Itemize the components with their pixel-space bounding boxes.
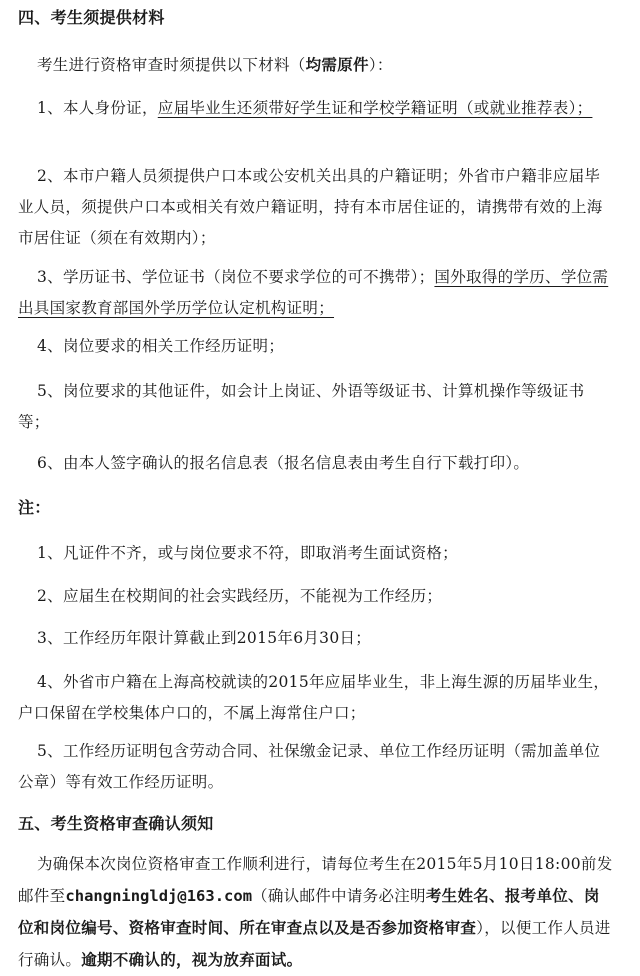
material-item-2: 2、本市户籍人员须提供户口本或公安机关出具的户籍证明；外省市户籍非应届毕业人员，须提供户口本或相关有效户籍证明，持有本市居住证的，请携带有效的上海市居住证（须在有效期内）； [18,167,603,247]
section-4-intro [18,49,614,81]
note-item-1: 1、凡证件不齐，或与岗位要求不符，即取消考生面试资格； [37,544,458,562]
material-item-3-underlined: 国外取得的学历、学位需出具国家教育部国外学历学位认定机构证明； [18,268,609,317]
confirm-required-fields: 考生姓名、报考单位、岗位和岗位编号、资格审查时间、所在审查点以及是否参加资格审查 [18,886,600,937]
intro-original-required: 均需原件 [305,55,369,74]
notes-title: 注： [18,498,51,517]
material-item-3-text: 3、学历证书、学位证书（岗位不要求学位的可不携带）； [37,268,435,286]
confirm-email[interactable]: changningldj@163.com [65,887,253,905]
material-item-5: 5、岗位要求的其他证件，如会计上岗证、外语等级证书、计算机操作等级证书等； [18,382,585,431]
intro-text: 考生进行资格审查时须提供以下材料（ [37,56,306,74]
confirm-deadline-warning: 逾期不确认的，视为放弃面试。 [81,950,303,969]
material-item-4: 4、岗位要求的相关工作经历证明； [37,337,285,355]
material-item-1-text: 1、本人身份证， [37,99,158,117]
confirm-text-2: （确认邮件中请务必注明 [252,887,426,905]
confirm-text-1: 为确保本次岗位资格审查工作顺利进行，请每位考生在2015年5月10日18:00前发邮件至 [18,855,613,905]
note-item-4: 4、外省市户籍在上海高校就读的2015年应届毕业生，非上海生源的历届毕业生，户口保留在学校集体户口的，不属上海常住户口； [18,673,610,722]
section-5-title: 五、考生资格审查确认须知 [18,814,214,833]
material-item-1-underlined: 应届毕业生还须带好学生证和学校学籍证明（或就业推荐表）； [157,99,593,117]
material-item-6: 6、由本人签字确认的报名信息表（报名信息表由考生自行下载打印）。 [37,454,530,472]
material-item-1 [18,93,614,124]
intro-end: ）： [368,56,393,74]
note-item-2: 2、应届生在校期间的社会实践经历，不能视为工作经历； [37,587,443,605]
section-5-paragraph [18,849,614,976]
confirm-text-3: ），以便工作人员进行确认。 [18,919,611,969]
section-4-title: 四、考生须提供材料 [18,8,165,27]
note-item-5: 5、工作经历证明包含劳动合同、社保缴金记录、单位工作经历证明（需加盖单位公章）等有效工作经历证明。 [18,742,601,791]
material-item-3 [18,262,614,324]
note-item-3: 3、工作经历年限计算截止到2015年6月30日； [37,629,372,647]
